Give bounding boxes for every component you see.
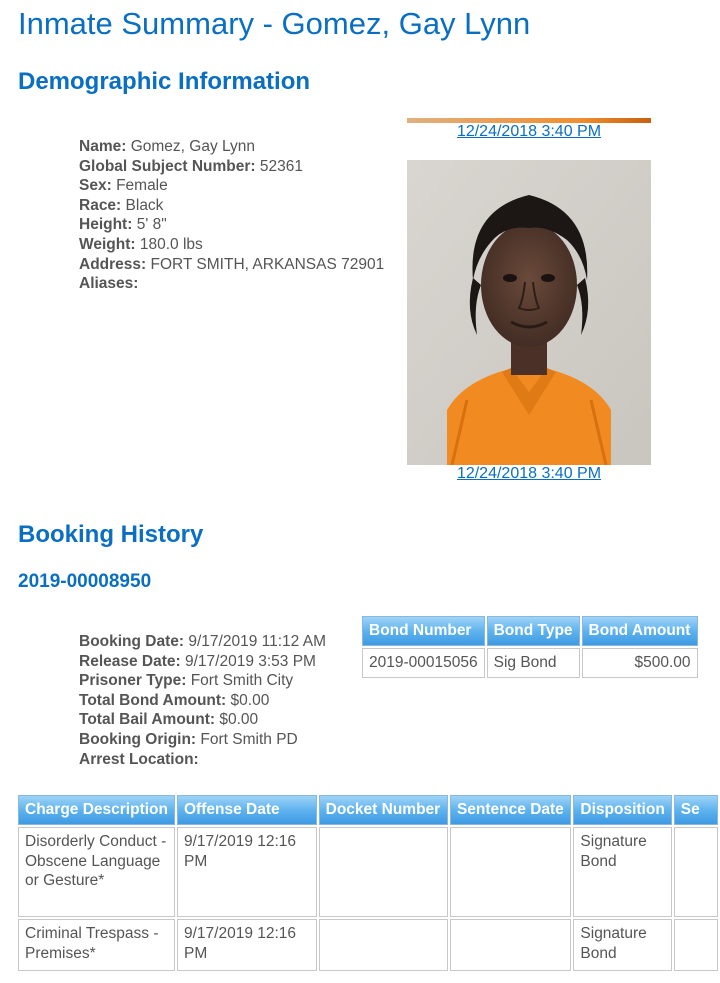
total-bond-value: $0.00: [230, 691, 270, 709]
sentence-cell: [674, 827, 718, 917]
sentence-header-truncated[interactable]: Se: [674, 795, 718, 825]
weight-row: [79, 235, 384, 255]
arrest-location-row: [79, 750, 326, 770]
charge-description-cell: Disorderly Conduct - Obscene Language or Gesture*: [18, 827, 175, 917]
aliases-row: [79, 274, 384, 294]
total-bail-label: Total Bail Amount:: [79, 711, 216, 729]
bond-amount-header[interactable]: Bond Amount: [582, 616, 698, 646]
disposition-cell: Signature Bond: [573, 919, 671, 971]
docket-number-cell: [319, 919, 448, 971]
aliases-label: Aliases:: [79, 275, 139, 293]
bond-header-row: [362, 616, 698, 646]
bond-table: [360, 614, 700, 680]
booking-origin-label: Booking Origin:: [79, 730, 197, 748]
name-row: [79, 137, 384, 157]
demographic-section-title: Demographic Information: [18, 68, 311, 95]
weight-value: 180.0 lbs: [139, 235, 203, 253]
height-value: 5' 8": [136, 216, 167, 234]
release-date-value: 9/17/2019 3:53 PM: [184, 652, 316, 670]
prisoner-type-value: Fort Smith City: [190, 672, 294, 690]
docket-number-cell: [319, 827, 448, 917]
booking-history-title: Booking History: [18, 521, 204, 548]
booking-origin-value: Fort Smith PD: [200, 730, 298, 748]
bond-number-cell: 2019-00015056: [362, 648, 485, 678]
charge-description-header[interactable]: Charge Description: [18, 795, 175, 825]
disposition-cell: Signature Bond: [573, 827, 671, 917]
photo-date-link-1[interactable]: 12/24/2018 3:40 PM: [456, 123, 602, 140]
booking-info-list: [79, 632, 326, 769]
address-value: FORT SMITH, ARKANSAS 72901: [150, 255, 385, 273]
charges-table: [16, 793, 720, 973]
weight-label: Weight:: [79, 235, 136, 253]
sentence-cell: [674, 919, 718, 971]
booking-date-label: Booking Date:: [79, 633, 185, 650]
mugshot-image[interactable]: [407, 160, 651, 465]
bond-amount-cell: $500.00: [582, 648, 698, 678]
total-bond-label: Total Bond Amount:: [79, 691, 227, 709]
race-value: Black: [125, 196, 164, 214]
height-label: Height:: [79, 216, 133, 234]
sex-row: [79, 176, 384, 196]
offense-date-cell: 9/17/2019 12:16 PM: [177, 827, 317, 917]
booking-origin-row: [79, 730, 326, 750]
bond-type-header[interactable]: Bond Type: [487, 616, 580, 646]
table-row: [362, 648, 698, 678]
race-label: Race:: [79, 196, 122, 214]
charges-table-container[interactable]: [16, 793, 720, 973]
height-row: [79, 215, 384, 235]
sex-value: Female: [116, 177, 168, 195]
table-row: [18, 827, 718, 917]
page-title: Inmate Summary - Gomez, Gay Lynn: [18, 6, 531, 41]
bond-number-header[interactable]: Bond Number: [362, 616, 485, 646]
name-value: Gomez, Gay Lynn: [130, 138, 256, 155]
release-date-row: [79, 652, 326, 672]
offense-date-header[interactable]: Offense Date: [177, 795, 317, 825]
disposition-header[interactable]: Disposition: [573, 795, 671, 825]
sentence-date-cell: [450, 919, 571, 971]
subject-number-row: [79, 157, 384, 177]
total-bond-row: [79, 691, 326, 711]
race-row: [79, 196, 384, 216]
charges-header-row: [18, 795, 718, 825]
photo-date-link-2[interactable]: 12/24/2018 3:40 PM: [456, 465, 602, 482]
table-row: [18, 919, 718, 971]
sentence-date-header[interactable]: Sentence Date: [450, 795, 571, 825]
release-date-label: Release Date:: [79, 652, 181, 670]
address-row: [79, 255, 384, 275]
subject-number-value: 52361: [259, 157, 303, 175]
sentence-date-cell: [450, 827, 571, 917]
booking-date-row: [79, 632, 326, 652]
docket-number-header[interactable]: Docket Number: [319, 795, 448, 825]
total-bail-value: $0.00: [219, 711, 259, 729]
charge-description-cell: Criminal Trespass - Premises*: [18, 919, 175, 971]
arrest-location-label: Arrest Location:: [79, 750, 199, 768]
mugshot-illustration: [407, 160, 651, 465]
offense-date-cell: 9/17/2019 12:16 PM: [177, 919, 317, 971]
bond-type-cell: Sig Bond: [487, 648, 580, 678]
demographic-info-list: [79, 137, 384, 294]
total-bail-row: [79, 710, 326, 730]
booking-date-value: 9/17/2019 11:12 AM: [188, 633, 326, 650]
prisoner-type-label: Prisoner Type:: [79, 672, 187, 690]
prisoner-type-row: [79, 671, 326, 691]
sex-label: Sex:: [79, 177, 112, 195]
subject-number-label: Global Subject Number:: [79, 157, 256, 175]
booking-number: 2019-00008950: [18, 571, 152, 592]
address-label: Address:: [79, 255, 147, 273]
name-label: Name:: [79, 138, 127, 155]
